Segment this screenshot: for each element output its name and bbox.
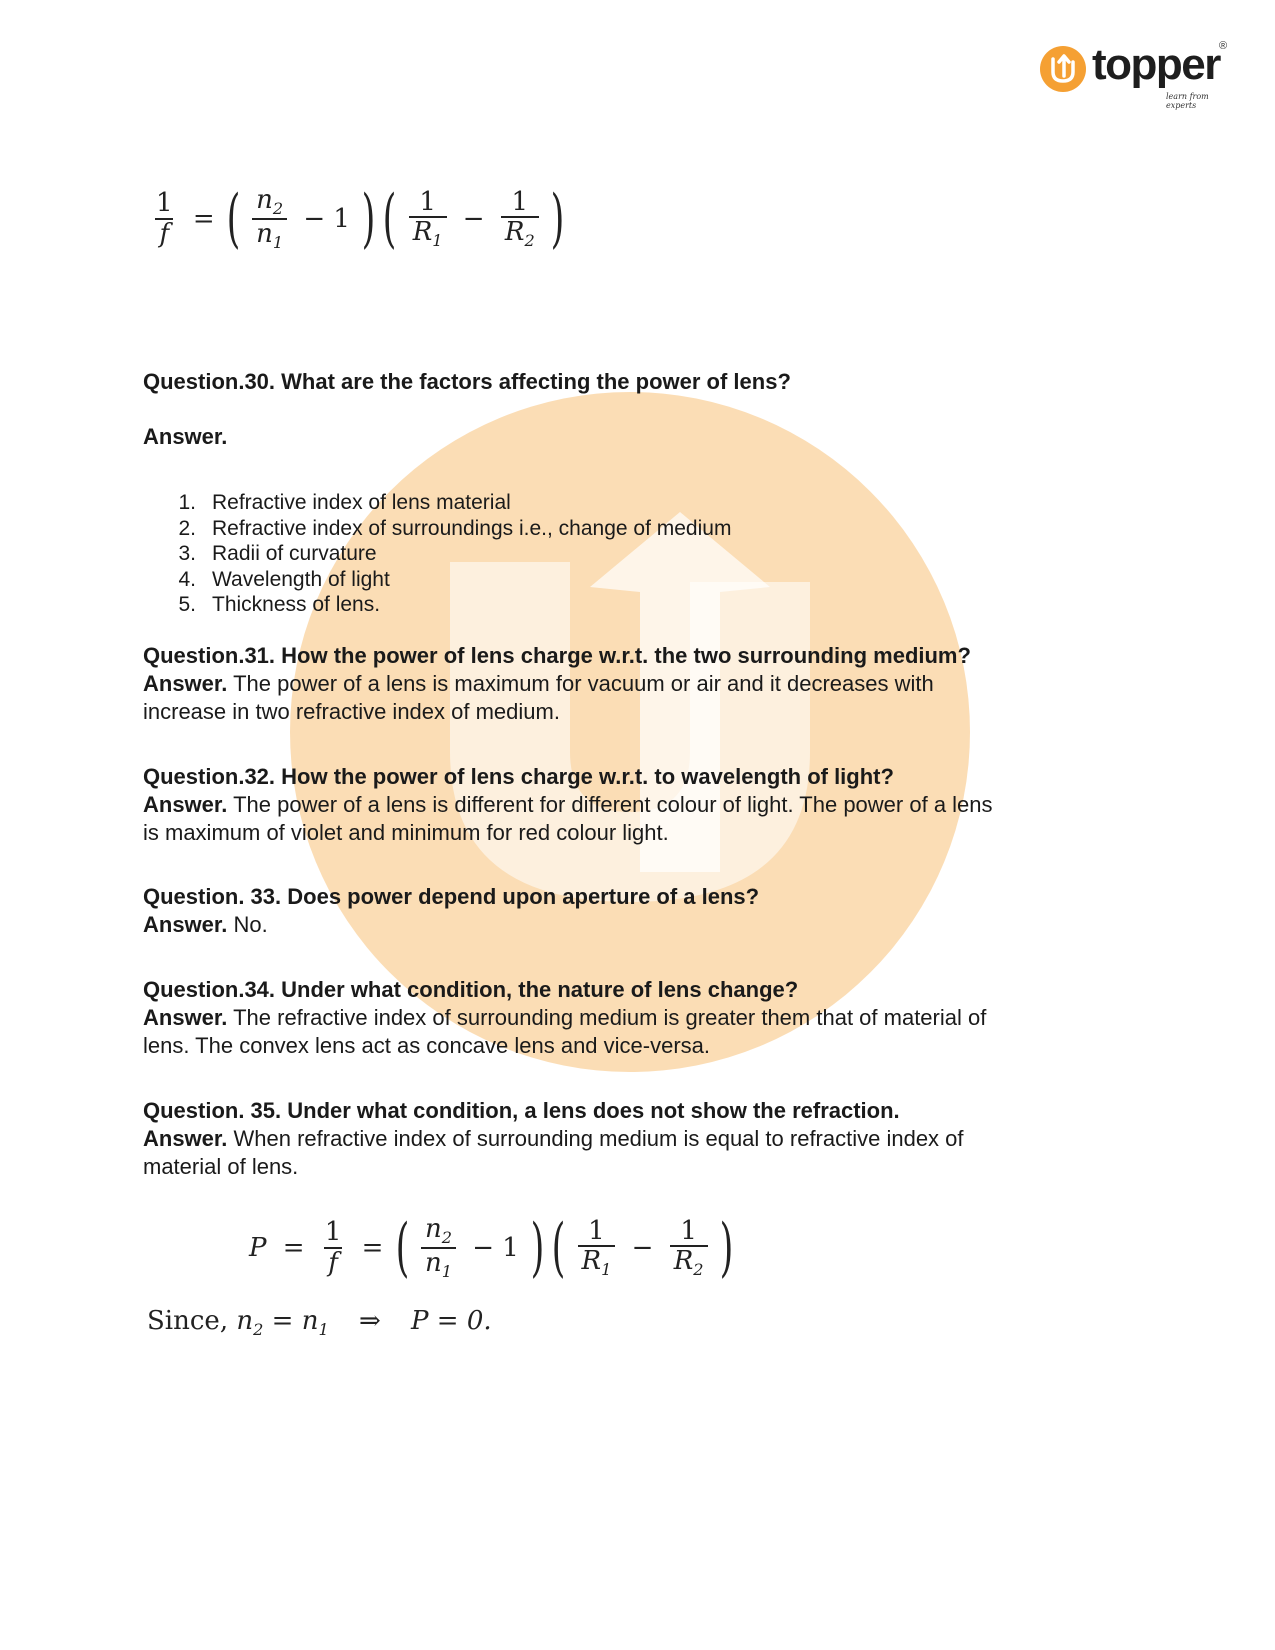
- qa-block-32: [143, 763, 1143, 847]
- topper-logo: [1040, 40, 1240, 110]
- since-condition-line: [147, 1306, 492, 1339]
- left-paren: (: [395, 1211, 410, 1286]
- fraction-denominator: $n_1$: [252, 218, 287, 253]
- fraction-numerator: 1: [156, 188, 173, 219]
- fraction-1-over-r2: [501, 188, 539, 251]
- n2-symbol: $n_2$: [236, 1306, 264, 1340]
- answer-33: Answer. No.: [143, 912, 268, 937]
- answer-32: Answer. The power of a lens is different for different colour of light. The power of a lens is maximum of violet and minimum for red colour light.: [143, 792, 993, 845]
- qa-block-35: [143, 1097, 1143, 1181]
- minus-sign: −: [462, 204, 485, 235]
- equals-sign: =: [271, 1306, 294, 1336]
- question-33: Question. 33. Does power depend upon aperture of a lens?: [143, 884, 760, 909]
- question-30: Question.30. What are the factors affecting the power of lens?: [143, 369, 791, 394]
- fraction-denominator: f: [324, 1247, 342, 1279]
- fraction-denominator: $R_1$: [578, 1245, 616, 1280]
- fraction-denominator: f: [155, 218, 173, 250]
- question-31: Question.31. How the power of lens charge w.r.t. the two surrounding medium?: [143, 643, 971, 668]
- fraction-numerator: 1: [511, 186, 529, 217]
- right-paren: ): [530, 1211, 545, 1286]
- minus-one: − 1: [303, 204, 350, 235]
- lens-maker-formula: [148, 182, 565, 257]
- answer-34: Answer. The refractive index of surrounding medium is greater them that of material of lens. The convex lens act as concave lens and vice-versa.: [143, 1005, 987, 1058]
- power-symbol: P: [249, 1233, 267, 1264]
- fraction-denominator: $R_2$: [670, 1245, 708, 1280]
- power-formula: [245, 1211, 734, 1286]
- equals-sign: =: [192, 204, 215, 235]
- left-paren: (: [383, 182, 397, 257]
- right-paren: ): [550, 182, 565, 257]
- left-paren: (: [551, 1211, 566, 1286]
- fraction-numerator: 1: [419, 186, 436, 217]
- list-item: 1. Refractive index of lens material: [178, 491, 511, 514]
- list-item: 3. Radii of curvature: [178, 542, 377, 565]
- equals-sign: =: [282, 1233, 305, 1264]
- question-35: Question. 35. Under what condition, a lens does not show the refraction.: [143, 1098, 900, 1123]
- registered-mark: ®: [1219, 40, 1228, 52]
- equals-sign: =: [361, 1233, 384, 1264]
- factors-list: [160, 490, 731, 618]
- list-item: 5. Thickness of lens.: [178, 593, 381, 616]
- qa-block-31: [143, 642, 1143, 726]
- fraction-numerator: 1: [324, 1217, 342, 1248]
- answer-30-label: Answer.: [143, 424, 228, 449]
- left-paren: (: [226, 182, 241, 257]
- power-result: P = 0.: [411, 1306, 492, 1336]
- question-34: Question.34. Under what condition, the nature of lens change?: [143, 977, 799, 1002]
- question-32: Question.32. How the power of lens charge w.r.t. to wavelength of light?: [143, 764, 894, 789]
- logo-wordmark: topper: [1092, 40, 1220, 89]
- since-word: Since,: [147, 1306, 229, 1336]
- fraction-denominator: $n_1$: [421, 1247, 456, 1282]
- answer-35: Answer. When refractive index of surrounding medium is equal to refractive index of material of lens.: [143, 1126, 964, 1179]
- fraction-numerator: $n_2$: [424, 1214, 452, 1248]
- implies-arrow: ⇒: [358, 1306, 381, 1336]
- fraction-denominator: $R_2$: [501, 216, 539, 251]
- fraction-1-over-r1: [409, 188, 447, 251]
- n1-symbol: $n_1$: [301, 1306, 329, 1340]
- fraction-1-over-f: [152, 189, 177, 249]
- fraction-1-over-f: [321, 1218, 346, 1278]
- fraction-n2-over-n1: [421, 1215, 456, 1282]
- right-paren: ): [719, 1211, 734, 1286]
- qa-block-33: [143, 883, 1143, 939]
- fraction-1-over-r1: [578, 1217, 616, 1280]
- fraction-1-over-r2: [670, 1217, 708, 1280]
- list-item: 4. Wavelength of light: [178, 567, 390, 591]
- fraction-denominator: $R_1$: [409, 216, 447, 251]
- qa-block-34: [143, 976, 1143, 1060]
- list-item: 2. Refractive index of surroundings i.e., change of medium: [178, 516, 732, 540]
- fraction-numerator: $n_2$: [256, 185, 284, 219]
- answer-31: Answer. The power of a lens is maximum for vacuum or air and it decreases with increase in two refractive index of medium.: [143, 671, 934, 724]
- minus-sign: −: [631, 1233, 654, 1264]
- right-paren: ): [361, 182, 376, 257]
- fraction-n2-over-n1: [252, 186, 287, 253]
- fraction-numerator: 1: [588, 1215, 605, 1246]
- fraction-numerator: 1: [680, 1215, 697, 1246]
- logo-circle-icon: [1040, 46, 1086, 92]
- minus-one: − 1: [472, 1233, 519, 1264]
- logo-tagline: learn from experts: [1166, 92, 1209, 110]
